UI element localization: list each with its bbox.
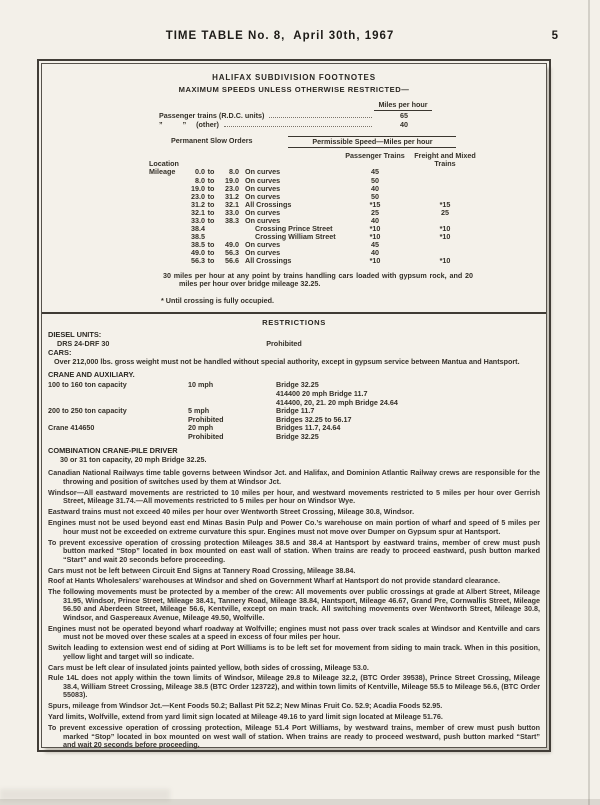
mileage-label	[149, 201, 183, 209]
slow-orders-header	[171, 136, 540, 148]
crane-location: Bridges 11.7, 24.64	[276, 423, 341, 433]
slow-order-description: On curves	[245, 191, 281, 201]
dotted-leader	[224, 121, 372, 127]
mileage-label	[149, 193, 183, 201]
crane-location: Bridge 11.7	[276, 406, 315, 416]
mileage-to-word: to	[207, 207, 215, 217]
crane-speed: 20 mph	[188, 423, 214, 433]
freight-mixed-header: Freight and Mixed Trains	[414, 151, 476, 169]
crane-item: 200 to 250 ton capacity	[48, 406, 127, 416]
mileage-label	[149, 241, 183, 249]
footnote-paragraph: Spurs, mileage from Windsor Jct.—Kent Foods 50.2; Ballast Pit 52.2; New Minas Fruit Co. 52.9; Acadia Foods 52.95.	[48, 701, 443, 711]
miles-per-hour-header: Miles per hour	[374, 100, 432, 111]
footnote-paragraph: Eastward trains must not exceed 40 miles per hour over Wentworth Street Crossing, Mileage 30.8, Windsor.	[48, 507, 415, 517]
passenger-speed-value: 25	[371, 207, 379, 217]
footnotes-box	[41, 63, 547, 748]
slow-order-description: On curves	[245, 175, 281, 185]
mileage-label	[149, 217, 183, 225]
mileage-from: 23.0	[191, 191, 205, 201]
diesel-status: Prohibited	[266, 338, 302, 348]
freight-speed-value: *10	[439, 232, 451, 242]
crane-label: CRANE AND AUXILIARY.	[48, 370, 135, 380]
location-header: Location	[149, 159, 179, 169]
freight-speed-value	[405, 185, 485, 193]
mileage-label	[149, 177, 183, 185]
max-speeds-list	[48, 111, 540, 129]
max-speed-label: Passenger trains (R.D.C. units)	[159, 111, 265, 120]
mileage-from: 8.0	[195, 175, 205, 185]
slow-order-description: Crossing William Street	[255, 232, 336, 242]
mileage-to: 31.2	[225, 191, 239, 201]
crane-speed: 10 mph	[188, 380, 214, 390]
mileage-from: 31.2	[191, 199, 205, 209]
slow-order-description: On curves	[245, 240, 281, 250]
slow-orders-left-header: Permanent Slow Orders	[171, 136, 253, 146]
slow-order-description: All Crossings	[245, 199, 292, 209]
mileage-to-word: to	[207, 256, 215, 266]
slow-orders-column-headers	[149, 152, 540, 168]
mileage-to: 33.0	[225, 207, 239, 217]
footnote-paragraph: Rule 14L does not apply within the town limits of Windsor, Mileage 29.8 to Mileage 32.2, (BTC Order 39538), Prince Street Crossing, Mileage 38.4, William Street Crossing, Mileage 38.5 (BTC Order 123722), and within town limits of Kentville, Mileage 55.5 to Mileage 56.6, (BTC Order 55083).	[48, 673, 540, 700]
passenger-speed-value: 40	[371, 248, 379, 258]
page-number: 5	[551, 30, 558, 42]
mileage-from: 32.1	[191, 207, 205, 217]
mileage-to: 32.1	[225, 199, 239, 209]
freight-speed-value	[405, 168, 485, 176]
mileage-from: 0.0	[195, 167, 205, 177]
crane-location: 414400 20 mph Bridge 11.7	[276, 388, 368, 398]
mileage-from: 56.3	[191, 256, 205, 266]
max-speed-value: 65	[400, 111, 408, 120]
footnote-paragraph: Engines must not be used beyond east end Minas Basin Pulp and Power Co.’s warehouse on main portion of wharf and speed of 5 miles per hour must not be exceeded on extreme curvature this spur. Engines must not move over Dumper on Gypsum spur at Hantsport.	[48, 518, 540, 536]
slow-order-description: On curves	[245, 167, 281, 177]
mileage-from: 33.0	[191, 215, 205, 225]
dotted-leader	[269, 112, 372, 118]
restrictions-heading: RESTRICTIONS	[262, 317, 326, 327]
mileage-to: 56.3	[225, 248, 239, 258]
mileage-label	[149, 225, 183, 233]
mileage-label	[149, 209, 183, 217]
slow-order-description: Crossing Prince Street	[255, 224, 333, 234]
mileage-to	[217, 225, 239, 233]
footnote-paragraph: Yard limits, Wolfville, extend from yard limit sign located at Mileage 49.16 to yard limit sign located at Mileage 51.76.	[48, 712, 443, 722]
mileage-to-word: to	[207, 175, 215, 185]
mileage-to-word: to	[207, 240, 215, 250]
slow-order-row	[149, 225, 540, 233]
diesel-unit-name: DRS 24-DRF 30	[57, 338, 110, 348]
footnote-paragraph: The following movements must be protected by a member of the crew: All movements over public crossings at grade at Albert Street, Mileage 31.95, Windsor, Prince Street, Mileage 38.41, Tannery Road, Mileage 38.84, Hantsport, Mileage 46.67, Grand Pre, Cornwallis Street, Mileage 56.50 and Aberdeen Street, Mileage 56.6, Kentville, except on main track. All switching movements over Wentworth Street, Mileage 30.8, Windsor, and Gaspereaux Avenue, Mileage 49.50, Wolfville.	[48, 587, 540, 622]
footnote-paragraph: Cars must not be left between Circuit End Signs at Tannery Road Crossing, Mileage 38.84.	[48, 565, 356, 575]
mileage-to-word: to	[207, 191, 215, 201]
passenger-speed-value: 50	[371, 191, 379, 201]
freight-speed-value: *10	[439, 224, 451, 234]
mileage-to: 8.0	[229, 167, 239, 177]
footnote-paragraph: Canadian National Railways time table governs between Windsor Jct. and Halifax, and Dominion Atlantic Railway crews are responsible for the throwing and position of switches used by them at Windsor Jct.	[48, 468, 540, 486]
footnote-paragraph: Windsor—All eastward movements are restricted to 10 miles per hour, and westward movements restricted to 5 miles per hour over Gerrish Street, Mileage 31.74.—All movements restricted to 5 miles per hour on Windsor Wye.	[48, 487, 540, 506]
cars-label: CARS:	[48, 347, 72, 357]
crane-item	[48, 433, 188, 442]
footnote-paragraph: To prevent excessive operation of crossing protection, Mileage 51.4 Port Williams, by westward trains, member of crew must push button marked “Stop” located in box mounted on west wall of station. When trains are ready to proceed westward, push button marked “Start” and wait 20 seconds before proceeding.	[48, 723, 540, 750]
slow-order-description: On curves	[245, 183, 281, 193]
footnote-paragraph: Roof at Hants Wholesalers’ warehouses at Windsor and shed on Government Wharf at Hantsport do not provide standard clearance.	[48, 576, 501, 586]
mileage-from: 49.0	[191, 248, 205, 258]
freight-speed-value: 25	[441, 207, 449, 217]
crane-location: Bridge 32.25	[276, 380, 319, 390]
crane-section	[48, 370, 540, 441]
passenger-speed-value: 45	[371, 167, 379, 177]
mileage-to-word: to	[207, 183, 215, 193]
diesel-units-row	[48, 339, 540, 348]
max-speed-value: 40	[400, 120, 408, 130]
passenger-speed-value: *15	[369, 199, 381, 209]
max-speed-row	[159, 111, 431, 120]
crane-table	[48, 381, 540, 441]
diesel-units-label: DIESEL UNITS:	[48, 329, 102, 339]
crane-row	[48, 433, 540, 442]
mileage-to: 38.3	[225, 215, 239, 225]
mileage-label	[149, 249, 183, 257]
combination-crane-section	[48, 446, 540, 464]
footnote-paragraph: To prevent excessive operation of crossing protection Mileages 38.5 and 38.4 at Hantsport by eastward trains, member of crew must push button marked “Stop” located in box mounted on east wall of station. When trains are ready to proceed eastward, push button marked “Start” and wait 20 seconds before proceeding.	[48, 537, 540, 564]
mileage-label: Mileage	[149, 167, 176, 177]
passenger-speed-value: 40	[371, 183, 379, 193]
mileage-to-word: to	[207, 248, 215, 258]
crane-speed: 5 mph	[188, 406, 210, 416]
mileage-to-word: to	[207, 199, 215, 209]
mileage-to: 56.6	[225, 256, 239, 266]
scan-artifact-bottom-band	[0, 799, 600, 805]
footnote-paragraph: Switch leading to extension west end of siding at Port Williams is to be left set for movement from siding to main track. When in this position, yellow light and target will so indicate.	[48, 643, 540, 661]
crane-item: Crane 414650	[48, 423, 95, 433]
freight-speed-value: *15	[439, 199, 451, 209]
max-speed-row	[159, 120, 431, 129]
mileage-from: 38.4	[191, 224, 205, 234]
mileage-from: 19.0	[191, 183, 205, 193]
cars-restriction-text: Over 212,000 lbs. gross weight must not be handled without special authority, except in gypsum service between Mantua and Hantsport.	[54, 356, 520, 366]
passenger-speed-value: *10	[369, 256, 381, 266]
crane-item	[48, 390, 188, 399]
asterisk-footnote: * Until crossing is fully occupied.	[161, 295, 275, 305]
mileage-to-word: to	[207, 167, 215, 177]
max-speeds-heading: MAXIMUM SPEEDS UNLESS OTHERWISE RESTRICTED—	[178, 85, 410, 94]
crane-location: Bridge 32.25	[276, 431, 319, 441]
mileage-to: 23.0	[225, 183, 239, 193]
section-heading: HALIFAX SUBDIVISION FOOTNOTES	[212, 73, 376, 82]
slow-order-description: All Crossings	[245, 256, 292, 266]
document-title: TIME TABLE No. 8, April 30th, 1967	[165, 30, 395, 42]
footnote-paragraph: Engines must not be operated beyond wharf roadway at Wolfville; engines must not pass over track scales at Windsor and Kentville and cars must not be moved over these scales at a speed in excess of four miles per hour.	[48, 623, 540, 642]
mileage-to: 19.0	[225, 175, 239, 185]
slow-order-description: On curves	[245, 215, 281, 225]
crane-speed: Prohibited	[188, 414, 224, 424]
slow-orders-table	[48, 168, 540, 265]
crane-item: 100 to 160 ton capacity	[48, 380, 127, 390]
crane-speed: Prohibited	[188, 431, 224, 441]
passenger-speed-value: 45	[371, 240, 379, 250]
freight-speed-value	[405, 177, 485, 185]
slow-order-row	[149, 217, 540, 225]
crane-speed	[188, 390, 276, 399]
slow-order-description: On curves	[245, 248, 281, 258]
mileage-to-word: to	[207, 215, 215, 225]
slow-order-row	[149, 257, 540, 265]
mileage-label	[149, 233, 183, 241]
scan-artifact-right-edge	[588, 0, 590, 805]
max-speed-label: ” ” (other)	[159, 120, 219, 130]
section-divider	[42, 312, 546, 314]
mileage-to-word	[205, 225, 217, 233]
mileage-label	[149, 185, 183, 193]
footnote-paragraph: Cars must be left clear of insulated joints painted yellow, both sides of crossing, Mileage 53.0.	[48, 662, 369, 672]
passenger-speed-value: *10	[369, 232, 381, 242]
crane-location: 414400, 20, 21. 20 mph Bridge 24.64	[276, 397, 398, 407]
crane-location: Bridges 32.25 to 56.17	[276, 414, 352, 424]
mileage-from: 38.5	[191, 240, 205, 250]
mileage-label	[149, 257, 183, 265]
combination-crane-text: 30 or 31 ton capacity, 20 mph Bridge 32.25.	[60, 455, 207, 465]
freight-speed-value	[405, 241, 485, 249]
mileage-from: 38.5	[191, 232, 205, 242]
passenger-speed-value: 50	[371, 175, 379, 185]
passenger-trains-header: Passenger Trains	[345, 151, 405, 161]
passenger-speed-value: *10	[369, 224, 381, 234]
combination-crane-label: COMBINATION CRANE-PILE DRIVER	[48, 446, 178, 456]
permissible-speed-header: Permissible Speed—Miles per hour	[288, 136, 456, 148]
gypsum-speed-note: 30 miles per hour at any point by trains handling cars loaded with gypsum rock, and 20 miles per hour over bridge mileage 32.25.	[163, 270, 473, 289]
freight-speed-value: *10	[439, 256, 451, 266]
passenger-speed-value: 40	[371, 215, 379, 225]
footnote-paragraphs	[48, 469, 540, 749]
mileage-to: 49.0	[225, 240, 239, 250]
slow-order-description: On curves	[245, 207, 281, 217]
